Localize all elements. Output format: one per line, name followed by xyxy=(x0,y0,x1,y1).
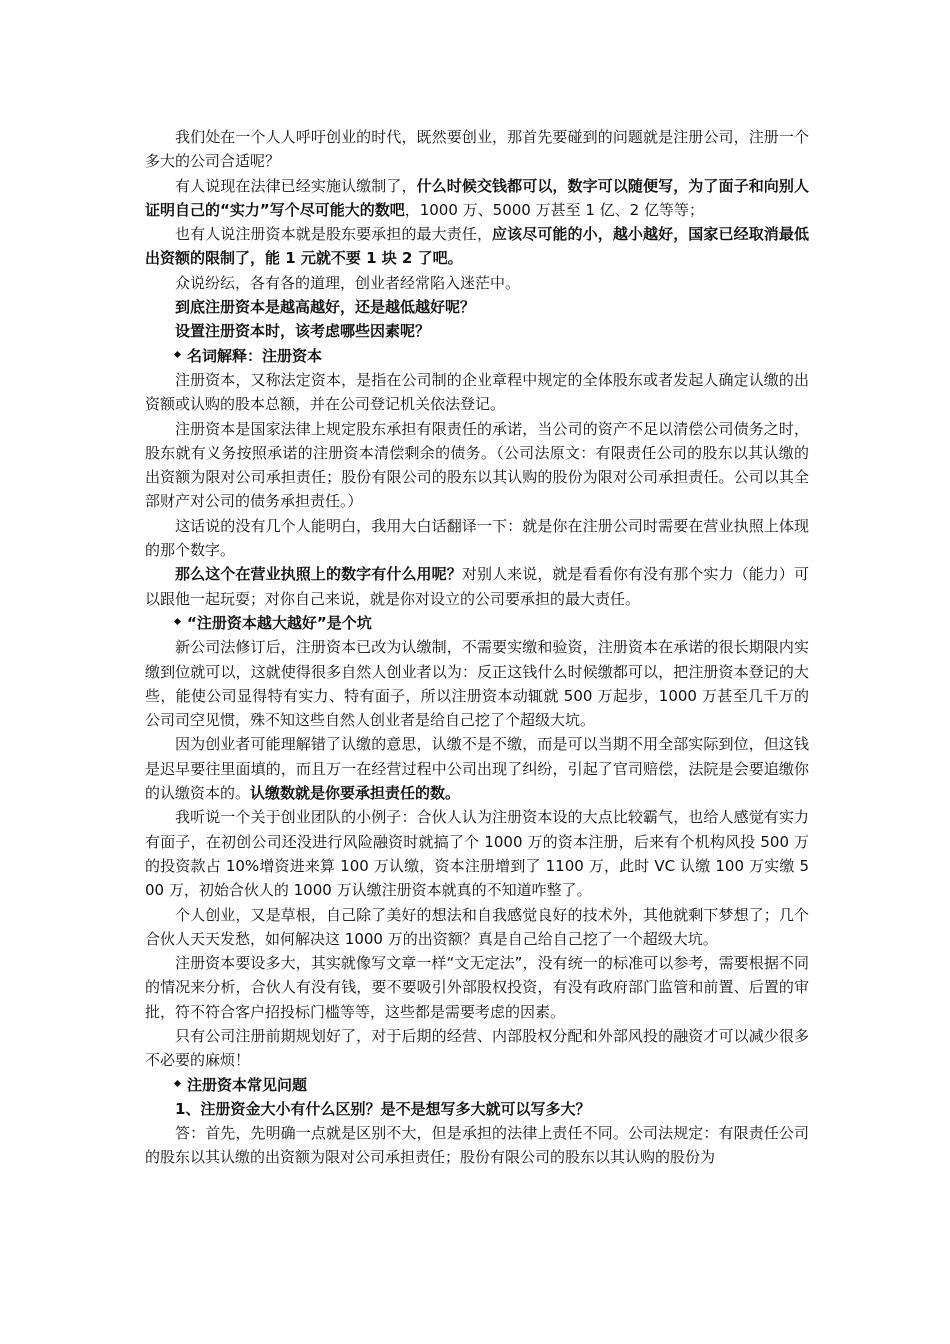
question-factors: 设置注册资本时，该考虑哪些因素呢？ xyxy=(175,322,431,341)
bold-text: 什么时候交钱都可以，数字可以随便写，为了面子和向别人证明自己的“实力”写个尽可能大的数吧 xyxy=(145,176,809,219)
paragraph-what-use xyxy=(145,562,809,611)
paragraph-plain-explanation: 这话说的没有几个人能明白，我用大白话翻译一下：就是你在注册公司时需要在营业执照上体现的那个数字。 xyxy=(145,516,809,560)
faq-question-1: 1、注册资金大小有什么区别？是不是想写多大就可以写多大？ xyxy=(175,1099,591,1118)
paragraph-misunderstanding xyxy=(145,732,809,805)
section-heading-faq xyxy=(145,1073,809,1097)
paragraph-planning: 只有公司注册前期规划好了，对于后期的经营、内部股权分配和外部风投的融资才可以减少很多不必要的麻烦！ xyxy=(145,1026,809,1070)
section-heading-text: “注册资本越大越好”是个坑 xyxy=(187,613,372,632)
paragraph-grassroots: 个人创业，又是草根，自己除了美好的想法和自我感觉良好的技术外，其他就剩下梦想了；几个合伙人天天发愁，如何解决这 1000 万的出资额？真是自己给自己挖了一个超级大坑。 xyxy=(145,905,809,948)
paragraph-intro: 我们处在一个人人呼吁创业的时代，既然要创业，那首先要碰到的问题就是注册公司，注册一个多大的公司合适呢？ xyxy=(145,128,809,171)
paragraph-opinion-large xyxy=(145,174,809,223)
question-high-or-low: 到底注册资本是越高越好，还是越低越好呢？ xyxy=(175,298,476,317)
section-heading-text: 名词解释：注册资本 xyxy=(187,346,323,365)
paragraph-text: 对别人来说，就是看看你有没有那个实力（能力）可以跟他一起玩耍；对你自己来说，就是你对设立的公司要承担的最大责任。 xyxy=(145,565,809,608)
paragraph-how-much: 注册资本要设多大，其实就像写文章一样“文无定法”，没有统一的标准可以参考，需要根据不同的情况来分析，合伙人有没有钱，要不要吸引外部股权投资，有没有政府部门监管和前置、后置的审批，符不符合客户招投标门槛等等，这些都是需要考虑的因素。 xyxy=(145,954,809,1021)
paragraph-definition: 注册资本，又称法定资本，是指在公司制的企业章程中规定的全体股东或者发起人确定认缴的出资额或认购的股本总额，并在公司登记机关依法登记。 xyxy=(145,370,809,414)
diamond-bullet-icon xyxy=(174,351,181,358)
paragraph-opinion-small xyxy=(145,222,809,271)
paragraph-text: 有人说现在法律已经实施认缴制了， xyxy=(175,176,417,195)
section-heading-definition xyxy=(145,344,809,368)
diamond-bullet-icon xyxy=(174,618,181,625)
section-heading-text: 注册资本常见问题 xyxy=(187,1075,308,1094)
bold-text: 那么这个在营业执照上的数字有什么用呢？ xyxy=(175,565,462,584)
paragraph-text: ，1000 万、5000 万甚至 1 亿、2 亿等等； xyxy=(404,200,704,219)
faq-answer-1: 答：首先，先明确一点就是区别不大，但是承担的法律上责任不同。公司法规定：有限责任公司的股东以其认缴的出资额为限对公司承担责任；股份有限公司的股东以其认购的股份为 xyxy=(145,1124,809,1167)
paragraph-legal-duty: 注册资本是国家法律上规定股东承担有限责任的承诺，当公司的资产不足以清偿公司债务之时，股东就有义务按照承诺的注册资本清偿剩余的债务。（公司法原文：有限责任公司的股东以其认缴的出资额为限对公司承担责任；股份有限公司的股东以其认购的股份为限对公司承担责任。公司以其全部财产对公司的债务承担责任。） xyxy=(145,419,809,511)
section-heading-trap xyxy=(145,611,809,635)
paragraph-example: 我听说一个关于创业团队的小例子：合伙人认为注册资本设的大点比较霸气，也给人感觉有实力有面子，在初创公司还没进行风险融资时就搞了个 1000 万的资本注册，后来有个机构风投 500 万的投资款占 10%增资进来算 100 万认缴，资本注册增到了 1100 万，此时 VC 认缴 100 万实缴 500 万，初始合伙人的 1000 万认缴注册资本就真的不知道咋整了。 xyxy=(145,808,809,900)
paragraph-text: 因为创业者可能理解错了认缴的意思，认缴不是不缴，而是可以当期不用全部实际到位，但这钱是迟早要往里面填的，而且万一在经营过程中公司出现了纠纷，引起了官司赔偿，法院是会要追缴你的认缴资本的。 xyxy=(145,735,809,803)
paragraph-confusion: 众说纷纭，各有各的道理，创业者经常陷入迷茫中。 xyxy=(175,273,521,292)
bold-text: 认缴数就是你要承担责任的数。 xyxy=(250,784,461,803)
diamond-bullet-icon xyxy=(174,1080,181,1087)
bold-text: 应该尽可能的小，越小越好，国家已经取消最低出资额的限制了，能 1 元就不要 1 块 2 了吧。 xyxy=(145,225,809,268)
paragraph-text: 也有人说注册资本就是股东要承担的最大责任， xyxy=(175,225,493,244)
document-page xyxy=(145,125,809,1170)
paragraph-new-law: 新公司法修订后，注册资本已改为认缴制，不需要实缴和验资，注册资本在承诺的很长期限内实缴到位就可以，这就使得很多自然人创业者以为：反正这钱什么时候缴都可以，把注册资本登记的大些，能使公司显得特有实力、特有面子，所以注册资本动辄就 500 万起步，1000 万甚至几千万的公司司空见惯，殊不知这些自然人创业者是给自己挖了个超级大坑。 xyxy=(145,638,809,730)
